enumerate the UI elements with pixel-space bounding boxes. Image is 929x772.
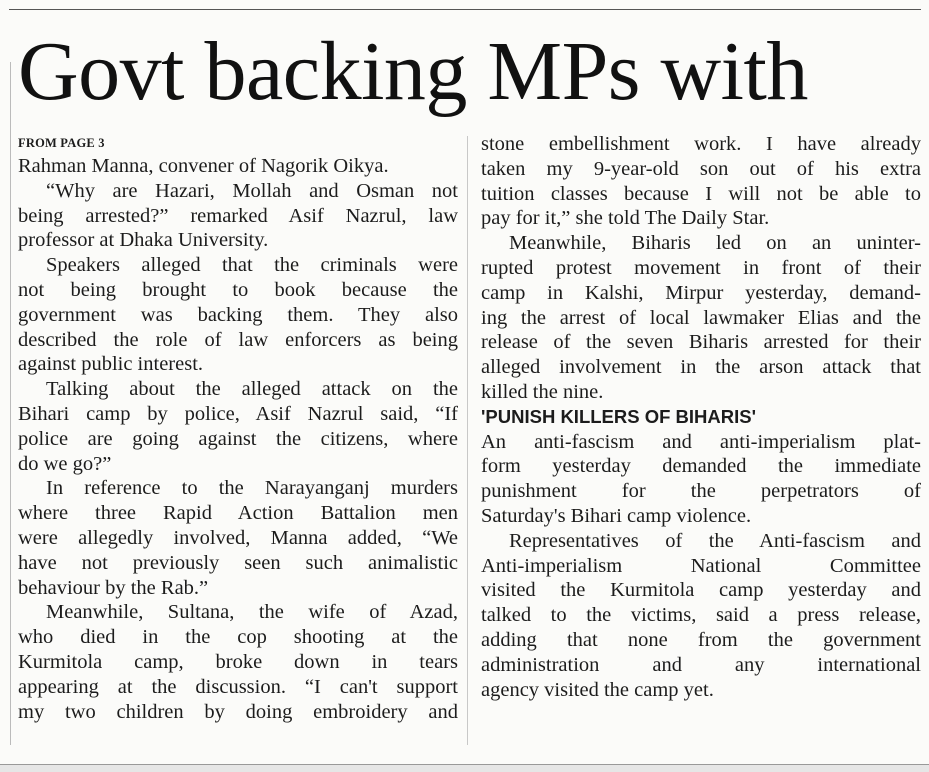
text-line: Meanwhile, Sultana, the wife of Azad,	[46, 601, 458, 624]
text-line: agency visited the camp yet.	[481, 678, 714, 701]
text-line: talked to the victims, said a press release,	[481, 604, 921, 627]
text-line: alleged involvement in the arson attack that	[481, 356, 921, 379]
right-column	[481, 132, 921, 702]
text-line: taken my 9-year-old son out of his extra	[481, 157, 921, 180]
column-divider	[467, 136, 468, 745]
text-line: where three Rapid Action Battalion men	[18, 502, 458, 525]
text-line: In reference to the Narayanganj murders	[46, 477, 458, 500]
bottom-border	[0, 764, 929, 772]
text-line: punishment for the perpetrators of	[481, 480, 921, 503]
jump-label: FROM PAGE 3	[18, 136, 105, 150]
text-line: who died in the cop shooting at the	[18, 626, 458, 649]
text-line: being arrested?” remarked Asif Nazrul, law	[18, 204, 458, 227]
text-line: administration and any international	[481, 653, 921, 676]
text-line: appearing at the discussion. “I can't support	[18, 675, 458, 698]
text-line: against public interest.	[18, 353, 204, 376]
text-line: have not previously seen such animalistic	[18, 551, 458, 574]
text-line: police are going against the citizens, where	[18, 427, 458, 450]
top-rule	[9, 9, 921, 10]
text-line: rupted protest movement in front of their	[481, 256, 921, 279]
text-line: tuition classes because I will not be able to	[481, 182, 921, 205]
text-line: described the role of law enforcers as being	[18, 328, 458, 351]
text-line: government was backing them. They also	[18, 303, 458, 326]
text-line: “Why are Hazari, Mollah and Osman not	[46, 179, 458, 202]
text-line: do we go?”	[18, 452, 112, 475]
text-line: Representatives of the Anti-fascism and	[509, 529, 921, 552]
text-line: Rahman Manna, convener of Nagorik Oikya.	[18, 155, 389, 177]
text-line: release of the seven Biharis arrested for their	[481, 331, 921, 354]
text-line: not being brought to book because the	[18, 278, 458, 301]
text-line: Talking about the alleged attack on the	[46, 378, 458, 401]
text-line: form yesterday demanded the immediate	[481, 455, 921, 478]
headline: Govt backing MPs with	[18, 25, 808, 118]
text-line: killed the nine.	[481, 380, 604, 403]
text-line: Saturday's Bihari camp violence.	[481, 504, 752, 527]
left-column	[18, 132, 458, 724]
text-line: Bihari camp by police, Asif Nazrul said, “If	[18, 402, 458, 425]
text-line: were allegedly involved, Manna added, “We	[18, 526, 458, 549]
text-line: behaviour by the Rab.”	[18, 576, 209, 599]
text-line: stone embellishment work. I have already	[481, 133, 921, 155]
text-line: Kurmitola camp, broke down in tears	[18, 650, 458, 673]
text-line: visited the Kurmitola camp yesterday and	[481, 579, 921, 602]
left-margin-rule	[10, 62, 11, 745]
text-line: Anti-imperialism National Committee	[481, 554, 921, 577]
text-line: professor at Dhaka University.	[18, 229, 269, 252]
text-line: ing the arrest of local lawmaker Elias and the	[481, 306, 921, 329]
text-line: my two children by doing embroidery and	[18, 700, 458, 723]
text-line: An anti-fascism and anti-imperialism plat-	[481, 430, 921, 453]
text-line: pay for it,” she told The Daily Star.	[481, 207, 770, 230]
text-line: Speakers alleged that the criminals were	[46, 254, 458, 277]
text-line: adding that none from the government	[481, 628, 921, 651]
text-line: Meanwhile, Biharis led on an uninter-	[509, 232, 921, 255]
text-line: camp in Kalshi, Mirpur yesterday, demand-	[481, 281, 921, 304]
subheading: 'PUNISH KILLERS OF BIHARIS'	[481, 405, 757, 427]
